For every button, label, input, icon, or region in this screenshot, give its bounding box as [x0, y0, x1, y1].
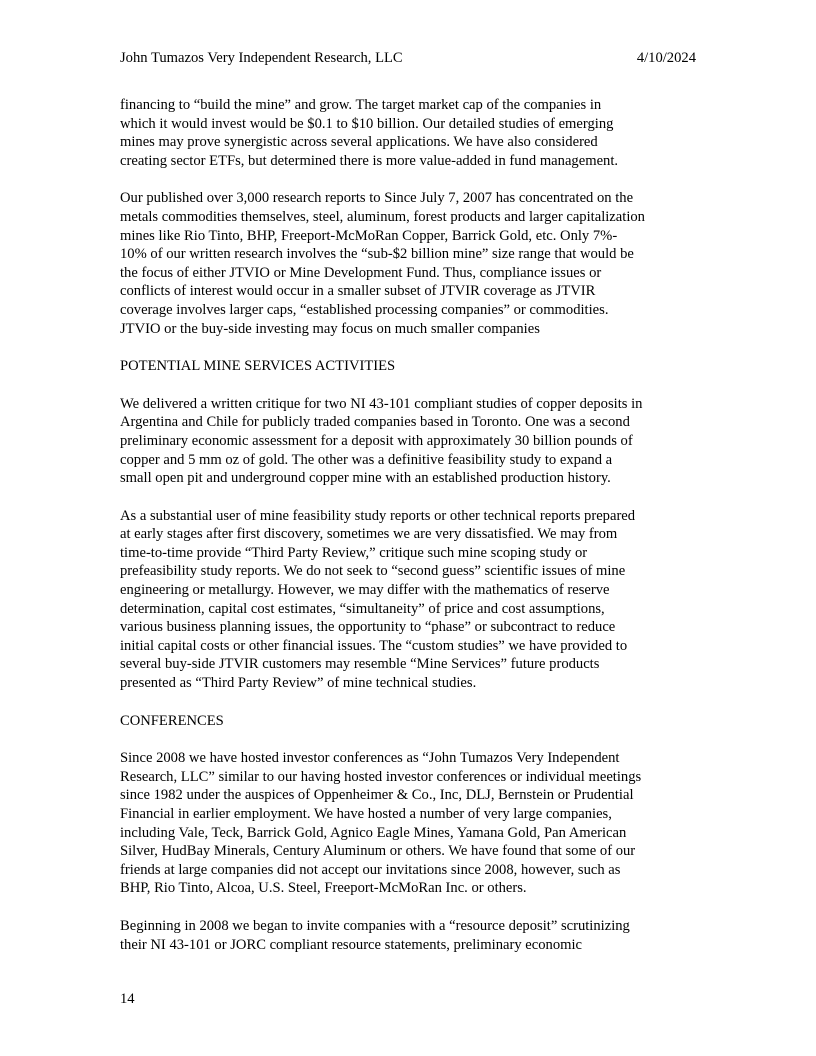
paragraph-resource-deposit: Beginning in 2008 we began to invite companies with a “resource deposit” scrutinizing their NI 43-101 or JORC compliant resource statements, preliminary economic [120, 917, 630, 953]
paragraph-research-coverage: Our published over 3,000 research reports to Since July 7, 2007 has concentrated on the metals commodities themselves, steel, aluminum, forest products and larger capitalization mines like Rio Tinto, BHP, Freeport-McMoRan Copper, Barrick Gold, etc. Only 7%- 10% of our written research involves the “sub-$2 billion mine” size range that would be the focus of either JTVIO or Mine Development Fund. Thus, compliance issues or conflicts of interest would occur in a smaller subset of JTVIR coverage as JTVIR coverage involves larger caps, “established processing companies” or commodities. JTVIO or the buy-side investing may focus on much smaller companies [120, 190, 645, 337]
section-heading-mine-services: POTENTIAL MINE SERVICES ACTIVITIES [120, 358, 396, 375]
paragraph-copper-critique: We delivered a written critique for two NI 43-101 compliant studies of copper deposits in Argentina and Chile for publicly traded companies based in Toronto. One was a second preliminary economic assessment for a deposit with approximately 30 billion pounds of copper and 5 mm oz of gold. The other was a definitive feasibility study to expand a small open pit and underground copper mine with an established production history. [120, 395, 643, 487]
header-date: 4/10/2024 [636, 50, 696, 66]
page-header [120, 49, 696, 67]
section-heading-conferences: CONFERENCES [120, 712, 224, 729]
paragraph-third-party-review: As a substantial user of mine feasibility study reports or other technical reports prepared at early stages after first discovery, sometimes we are very dissatisfied. We may from time-to-time provide “Third Party Review,” critique such mine scoping study or prefeasibility study reports. We do not seek to “second guess” scientific issues of mine engineering or metallurgy. However, we may differ with the mathematics of reserve determination, capital cost estimates, “simultaneity” of price and cost assumptions, various business planning issues, the opportunity to “phase” or subcontract to reduce initial capital costs or other financial issues. The “custom studies” we have provided to several buy-side JTVIR customers may resemble “Mine Services” future products presented as “Third Party Review” of mine technical studies. [120, 507, 636, 692]
document-body [120, 96, 710, 973]
paragraph-fund-financing: financing to “build the mine” and grow. The target market cap of the companies in which it would invest would be $0.1 to $10 billion. Our detailed studies of emerging mines may prove synergistic across several applications. We have also considered creating sector ETFs, but determined there is more value-added in fund management. [120, 97, 619, 169]
page-number: 14 [120, 991, 135, 1007]
header-title: John Tumazos Very Independent Research, LLC [120, 50, 403, 66]
paragraph-conferences-history: Since 2008 we have hosted investor conferences as “John Tumazos Very Independent Research, LLC” similar to our having hosted investor conferences or individual meetings since 1982 under the auspices of Oppenheimer & Co., Inc, DLJ, Bernstein or Prudential Financial in earlier employment. We have hosted a number of very large companies, including Vale, Teck, Barrick Gold, Agnico Eagle Mines, Yamana Gold, Pan American Silver, HudBay Minerals, Century Aluminum or others. We have found that some of our friends at large companies did not accept our invitations since 2008, however, such as BHP, Rio Tinto, Alcoa, U.S. Steel, Freeport-McMoRan Inc. or others. [120, 750, 642, 897]
